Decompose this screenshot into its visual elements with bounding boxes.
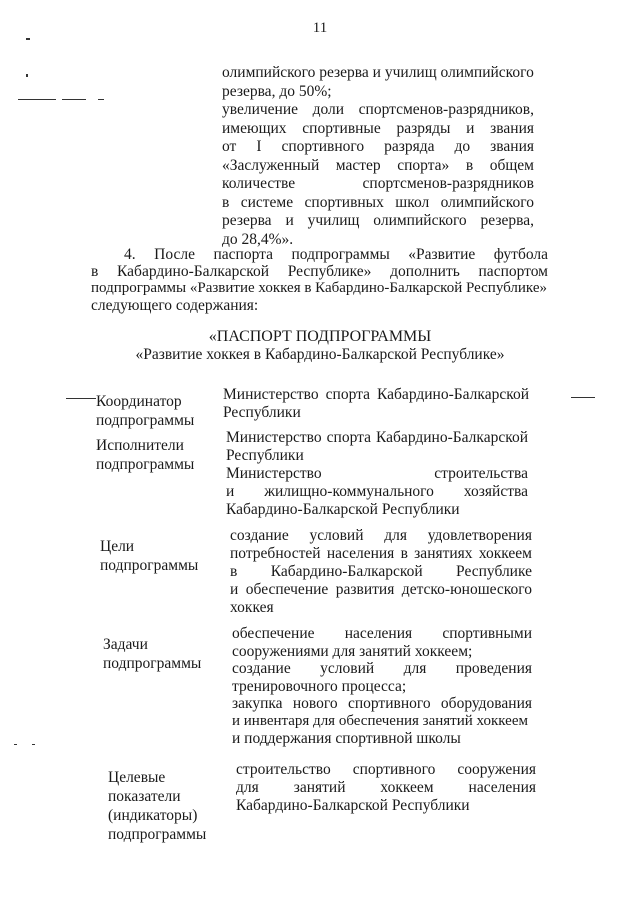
row-value-executors (226, 429, 528, 519)
scan-mark (14, 744, 17, 745)
row-label-executors (96, 436, 194, 474)
value-line: Министерство спорта Кабардино-Балкарской (223, 386, 529, 403)
scan-mark (18, 99, 56, 100)
row-value-goals (230, 527, 532, 617)
value-line: потребностей населения в занятиях хоккеем (230, 545, 532, 562)
scan-mark (98, 99, 104, 100)
value-line: Министерство спорта Кабардино-Балкарской (226, 429, 528, 446)
scan-mark (66, 398, 96, 399)
scan-mark (26, 74, 28, 77)
paragraph-4 (91, 246, 548, 314)
intro-line: количестве спортсменов-разрядников (222, 175, 534, 192)
value-line: и поддержания спортивной школы (232, 730, 461, 747)
value-line: Республики (226, 447, 304, 464)
row-value-coordinator (223, 386, 529, 422)
value-line: тренировочного процесса; (232, 677, 407, 695)
intro-line: имеющих спортивные разряды и звания (222, 119, 534, 137)
passport-subtitle: «Развитие хоккея в Кабардино-Балкарской Республике» (135, 346, 505, 363)
intro-text (222, 64, 534, 249)
label-line: показатели (108, 788, 181, 805)
intro-line: «Заслуженный мастер спорта» в общем (222, 156, 534, 174)
value-line: строительство спортивного сооружения (236, 761, 536, 778)
value-line: обеспечение населения спортивными (232, 625, 532, 642)
label-line: подпрограммы (103, 655, 202, 672)
value-line: Министерство строительства (226, 465, 528, 482)
value-line: для занятий хоккеем населения (236, 779, 536, 796)
value-line: создание условий для удовлетворения (230, 527, 532, 544)
label-line: подпрограммы (96, 412, 195, 429)
row-label-goals (100, 537, 198, 575)
intro-line: увеличение доли спортсменов-разрядников, (222, 101, 534, 118)
value-line: сооружениями для занятий хоккеем; (232, 642, 473, 660)
value-line: и обеспечение развития детско-юношеского (230, 581, 532, 598)
label-line: Задачи (103, 636, 148, 653)
scan-mark (26, 38, 30, 40)
paragraph-line: подпрограммы «Развитие хоккея в Кабардино-Балкарской Республике» (91, 280, 547, 296)
value-line: и жилищно-коммунального хозяйства (226, 483, 528, 500)
value-line: хоккея (230, 599, 274, 616)
page-number: 11 (312, 20, 328, 36)
label-line: (индикаторы) (108, 807, 198, 824)
scan-mark (571, 397, 595, 398)
label-line: Координатор (96, 393, 182, 410)
label-line: подпрограммы (100, 557, 199, 574)
label-line: Исполнители (96, 437, 184, 454)
paragraph-line: в Кабардино-Балкарской Республике» дополнить паспортом (91, 263, 548, 280)
intro-line: олимпийского резерва и училищ олимпийского (222, 64, 534, 81)
row-label-tasks (103, 635, 201, 673)
value-line: создание условий для проведения (232, 660, 532, 677)
label-line: Целевые (108, 769, 166, 786)
value-line: Кабардино-Балкарской Республики (226, 501, 460, 518)
intro-line: от I спортивного разряда до звания (222, 138, 534, 155)
value-line: в Кабардино-Балкарской Республике (230, 563, 532, 580)
value-line: закупка нового спортивного оборудования (232, 695, 532, 712)
row-value-indicators (236, 761, 536, 815)
intro-line: резерва, до 50%; (222, 82, 332, 100)
label-line: подпрограммы (108, 826, 207, 843)
scan-mark (32, 744, 35, 745)
label-line: подпрограммы (96, 456, 195, 473)
passport-title: «ПАСПОРТ ПОДПРОГРАММЫ (208, 328, 432, 345)
value-line: и инвентаря для обеспечения занятий хоккеем (232, 712, 528, 729)
intro-line: до 28,4%». (222, 230, 294, 248)
row-value-tasks (232, 625, 532, 748)
scan-mark (62, 99, 86, 100)
intro-line: резерва и училищ олимпийского резерва, (222, 212, 534, 229)
row-label-indicators (108, 768, 206, 844)
paragraph-line: следующего содержания: (91, 297, 259, 314)
value-line: Кабардино-Балкарской Республики (236, 797, 470, 814)
intro-line: в системе спортивных школ олимпийского (222, 193, 534, 211)
row-label-coordinator (96, 392, 194, 430)
label-line: Цели (100, 538, 135, 555)
paragraph-line: 4. После паспорта подпрограммы «Развитие футбола (124, 246, 548, 263)
value-line: Республики (223, 404, 301, 421)
